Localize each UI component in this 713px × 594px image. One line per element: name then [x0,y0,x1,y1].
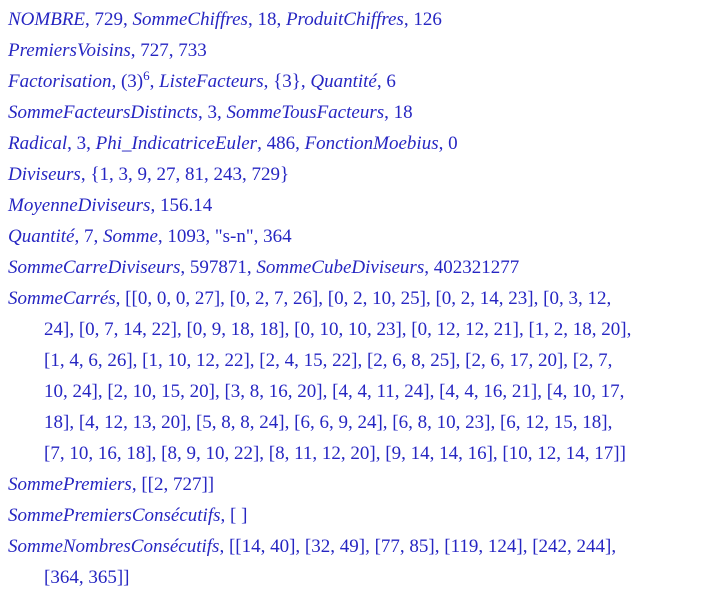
value-text: [7, 10, 16, 18], [8, 9, 10, 22], [8, 11, 12, 20], [9, 14, 14, 16], [10, 12, 14, 17]] [44,443,626,464]
value-text: , 729, [85,9,133,30]
identifier: SommeTousFacteurs [226,102,385,123]
identifier: SommeCubeDiviseurs [256,257,425,278]
value-text: , 156.14 [150,195,213,216]
value-text: , 7, [74,226,103,247]
statement-quantite-somme [6,221,709,252]
statement-moyenne-diviseurs [6,190,709,221]
output-line [6,469,709,500]
output-line [6,35,709,66]
exponent: 6 [143,68,150,83]
output-line-continuation [6,376,709,407]
identifier: Phi_IndicatriceEuler [95,133,258,154]
value-text: , 402321277 [424,257,520,278]
output-line [6,190,709,221]
statement-nombre [6,4,709,35]
value-text: 18], [4, 12, 13, 20], [5, 8, 8, 24], [6, 6, 9, 24], [6, 8, 10, 23], [6, 12, 15, 18], [44,412,613,433]
statement-somme-carre-cube-diviseurs [6,252,709,283]
output-line [6,97,709,128]
value-text: , 1093, "s-n", 364 [157,226,292,247]
statement-diviseurs [6,159,709,190]
value-text: , 6 [376,71,396,92]
statement-factorisation [6,66,709,97]
identifier: SommeCarreDiviseurs [8,257,181,278]
value-text: , 486, [257,133,305,154]
value-text: , [149,71,160,92]
value-text: , (3) [111,71,144,92]
output-line [6,159,709,190]
statement-somme-premiers-consecutifs [6,500,709,531]
value-text: , 727, 733 [130,40,207,61]
value-text: , 3, [197,102,227,123]
statement-somme-facteurs [6,97,709,128]
statement-radical-phi-moebius [6,128,709,159]
value-text: , [ ] [220,505,248,526]
value-text: , [[0, 0, 0, 27], [0, 2, 7, 26], [0, 2, 10, 25], [0, 2, 14, 23], [0, 3, 12, [115,288,612,309]
statement-somme-premiers [6,469,709,500]
value-text: 24], [0, 7, 14, 22], [0, 9, 18, 18], [0, 10, 10, 23], [0, 12, 12, 21], [1, 2, 18, 20], [44,319,632,340]
output-line [6,500,709,531]
identifier: PremiersVoisins [8,40,131,61]
value-text: , 18 [384,102,413,123]
output-line [6,4,709,35]
value-text: , 3, [67,133,96,154]
identifier: SommeFacteursDistincts [8,102,198,123]
output-line [6,221,709,252]
statement-premiers-voisins [6,35,709,66]
output-lines [6,4,709,593]
identifier: SommePremiersConsécutifs [8,505,221,526]
value-text: , 0 [438,133,458,154]
identifier: SommeChiffres [132,9,248,30]
output-line [6,283,709,314]
value-text: [364, 365]] [44,567,130,588]
output-line-continuation [6,314,709,345]
identifier: Radical [8,133,68,154]
output-line-continuation [6,438,709,469]
identifier: Somme [103,226,158,247]
identifier: SommeNombresConsécutifs [8,536,220,557]
value-text: , 18, [247,9,286,30]
value-text: , {1, 3, 9, 27, 81, 243, 729} [80,164,290,185]
value-text: , 597871, [180,257,257,278]
output-line [6,531,709,562]
statement-somme-nombres-consecutifs [6,531,709,593]
value-text: [1, 4, 6, 26], [1, 10, 12, 22], [2, 4, 15, 22], [2, 6, 8, 25], [2, 6, 17, 20], [2, 7, [44,350,613,371]
identifier: Quantité [310,71,377,92]
value-text: , 126 [403,9,442,30]
identifier: SommePremiers [8,474,132,495]
value-text: , [[14, 40], [32, 49], [77, 85], [119, 124], [242, 244], [219,536,617,557]
output-line-continuation [6,562,709,593]
identifier: SommeCarrés [8,288,116,309]
statement-somme-carres [6,283,709,469]
identifier: MoyenneDiviseurs [8,195,151,216]
identifier: Factorisation [8,71,112,92]
identifier: FonctionMoebius [304,133,439,154]
value-text: , [[2, 727]] [131,474,215,495]
output-line-continuation [6,407,709,438]
identifier: Quantité [8,226,75,247]
identifier: ProduitChiffres [285,9,404,30]
value-text: , {3}, [263,71,311,92]
identifier: NOMBRE [8,9,86,30]
output-line [6,66,709,97]
identifier: ListeFacteurs [159,71,264,92]
output-line [6,252,709,283]
value-text: 10, 24], [2, 10, 15, 20], [3, 8, 16, 20], [4, 4, 11, 24], [4, 4, 16, 21], [4, 10, 17, [44,381,625,402]
output-line-continuation [6,345,709,376]
output-line [6,128,709,159]
identifier: Diviseurs [8,164,81,185]
